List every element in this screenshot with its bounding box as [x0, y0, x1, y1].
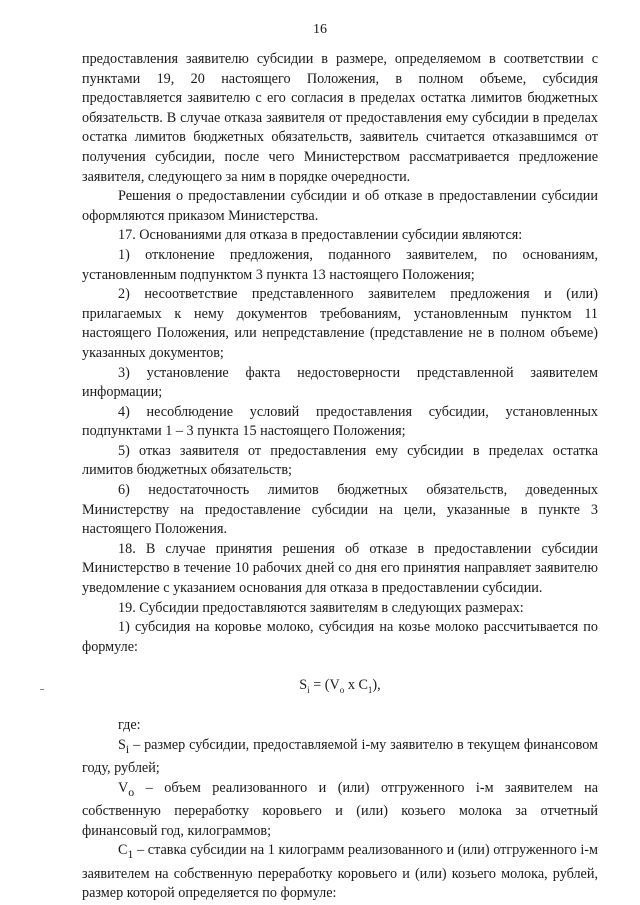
formula-v-sub: o: [339, 685, 345, 696]
definition-symbol: S: [118, 736, 126, 753]
formula-s: S: [299, 677, 308, 694]
definition-symbol: C: [118, 842, 128, 859]
paragraph: 1) субсидия на коровье молоко, субсидия на козье молоко рассчитывается по формуле:: [82, 619, 598, 655]
formula-c-sub: 1: [367, 685, 373, 696]
paragraph: 18. В случае принятия решения об отказе в предоставлении субсидии Министерство в течение 10 рабочих дней со дня его принятия направляет заявителю уведомление с указанием основания для отказа в предоставлении субсидии.: [82, 540, 598, 597]
formula-x: x C: [344, 677, 368, 694]
definition: [82, 736, 598, 779]
paragraph: предоставления заявителю субсидии в размере, определяемом в соответствии с пунктами 19, 20 настоящего Положения, в полном объеме, субсидия предоставляется заявителю с его согласия в пределах остатка лимитов бюджетных обязательств. В случае отказа заявителя от предоставления ему субсидии в пределах остатка лимитов бюджетных обязательств, заявитель считается отказавшимся от получения субсидии, после чего Министерством рассматривается предложение заявителя, следующего за ним в порядке очередности.: [82, 51, 598, 185]
paragraph: 1) отклонение предложения, поданного заявителем, по основаниям, установленным подпунктом 3 пункта 13 настоящего Положения;: [82, 246, 598, 283]
where-label: где:: [118, 717, 141, 733]
formula-end: ),: [372, 677, 381, 694]
definition-symbol: V: [118, 779, 129, 796]
paragraph: Решения о предоставлении субсидии и об отказе в предоставлении субсидии оформляются приказом Министерства.: [82, 188, 598, 224]
paragraph: 6) недостаточность лимитов бюджетных обязательств, доведенных Министерству на предоставление субсидии на цели, указанные в пункте 3 настоящего Положения.: [82, 482, 598, 538]
definition-subscript: i: [125, 741, 130, 756]
formula: [82, 676, 598, 696]
page-number: 16: [313, 22, 327, 37]
paragraph: 2) несоответствие представленного заявителем предложения и (или) прилагаемых к нему документов требованиям, установленным пунктом 11 настоящего Положения, или непредставление (представление не в полном объеме) указанных документов;: [82, 286, 598, 361]
definition-text: – размер субсидии, предоставляемой i-му заявителю в текущем финансовом году, рублей;: [82, 736, 598, 777]
paragraph: 4) несоблюдение условий предоставления субсидии, установленных подпунктами 1 – 3 пункта 15 настоящего Положения;: [82, 403, 598, 440]
paragraph: 3) установление факта недостоверности представленной заявителем информации;: [82, 364, 598, 401]
definition: [82, 841, 598, 904]
definition-subscript: 1: [127, 847, 134, 862]
paragraph: 19. Субсидии предоставляются заявителям в следующих размерах:: [118, 599, 524, 616]
document-body: [82, 50, 598, 904]
definition-text: – объем реализованного и (или) отгруженного i-м заявителем на собственную переработку коровьего и (или) козьего молока за отчетный финансовый год, килограммов;: [82, 779, 598, 839]
margin-mark: [40, 689, 44, 690]
formula-s-sub: i: [307, 685, 310, 696]
paragraph: 5) отказ заявителя от предоставления ему субсидии в пределах остатка лимитов бюджетных обязательств;: [82, 442, 598, 479]
paragraph: 17. Основаниями для отказа в предоставлении субсидии являются:: [118, 227, 523, 244]
formula-mid: = (V: [309, 677, 340, 694]
definition-subscript: o: [128, 784, 135, 799]
definition: [82, 779, 598, 842]
definition-text: – ставка субсидии на 1 килограмм реализованного и (или) отгруженного i-м заявителем на собственную переработку коровьего и (или) козьего молока, рублей, размер которой определяется по формуле:: [82, 842, 598, 902]
